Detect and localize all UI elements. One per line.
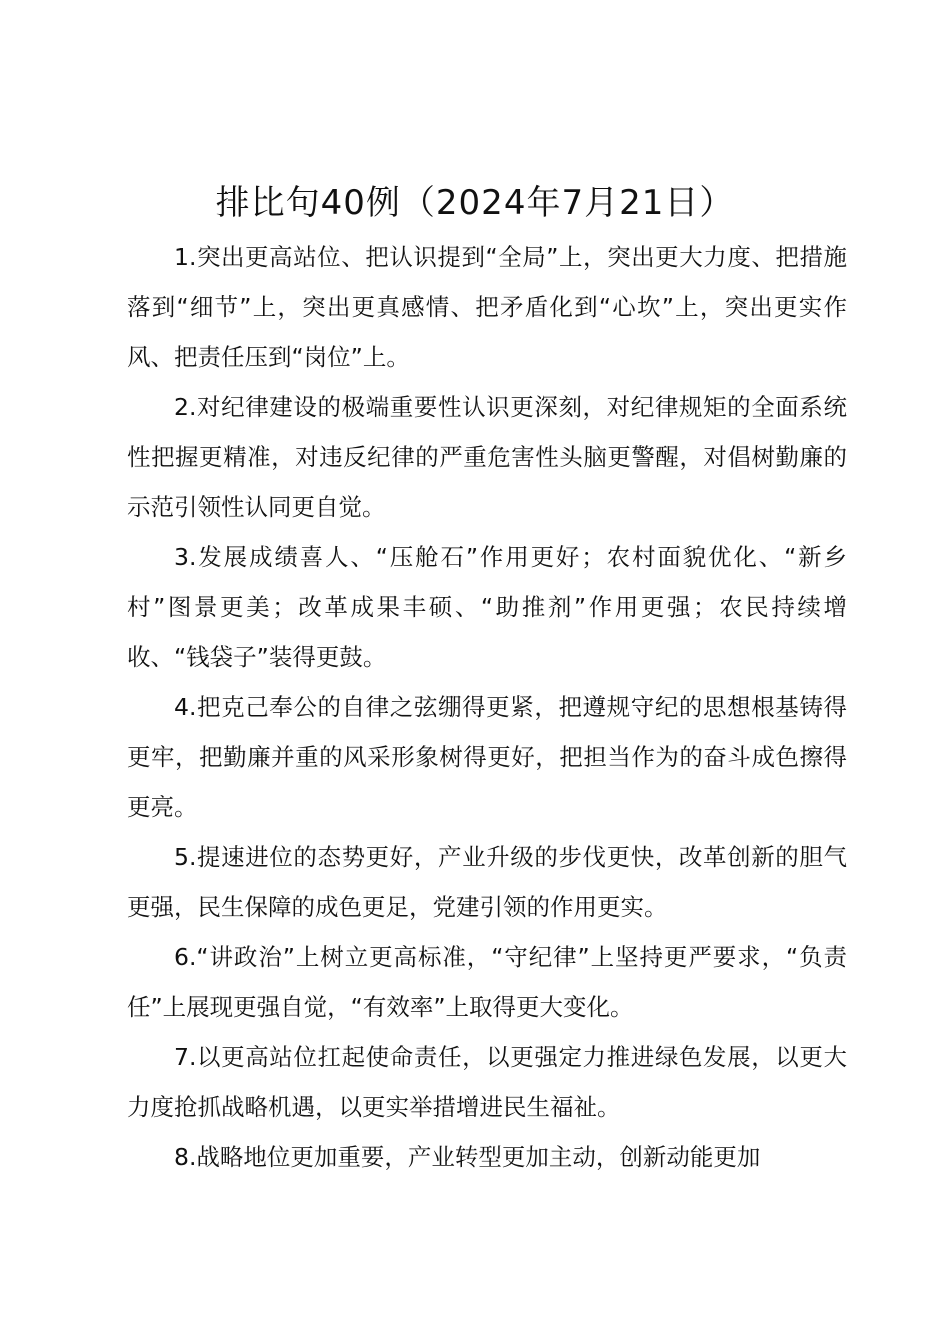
- paragraph-5: 5.提速进位的态势更好，产业升级的步伐更快，改革创新的胆气更强，民生保障的成色更足，党建引领的作用更实。: [127, 843, 847, 921]
- paragraph-6: 6.“讲政治”上树立更高标准，“守纪律”上坚持更严要求，“负责任”上展现更强自觉，“有效率”上取得更大变化。: [127, 943, 847, 1021]
- paragraph-4: 4.把克己奉公的自律之弦绷得更紧，把遵规守纪的思想根基铸得更牢，把勤廉并重的风采形象树得更好，把担当作为的奋斗成色擦得更亮。: [127, 693, 847, 821]
- document-title: 排比句40例（2024年7月21日）: [215, 183, 735, 223]
- paragraph-1: 1.突出更高站位、把认识提到“全局”上，突出更大力度、把措施落到“细节”上，突出更真感情、把矛盾化到“心坎”上，突出更实作风、把责任压到“岗位”上。: [127, 243, 847, 371]
- paragraph-8: 8.战略地位更加重要，产业转型更加主动，创新动能更加: [174, 1143, 761, 1171]
- paragraph-2: 2.对纪律建设的极端重要性认识更深刻，对纪律规矩的全面系统性把握更精准，对违反纪律的严重危害性头脑更警醒，对倡树勤廉的示范引领性认同更自觉。: [127, 393, 847, 521]
- paragraph-7: 7.以更高站位扛起使命责任，以更强定力推进绿色发展，以更大力度抢抓战略机遇，以更实举措增进民生福祉。: [127, 1043, 847, 1121]
- paragraph-3: 3.发展成绩喜人、“压舱石”作用更好；农村面貌优化、“新乡村”图景更美；改革成果丰硕、“助推剂”作用更强；农民持续增收、“钱袋子”装得更鼓。: [127, 543, 847, 671]
- document-body: [127, 232, 847, 1182]
